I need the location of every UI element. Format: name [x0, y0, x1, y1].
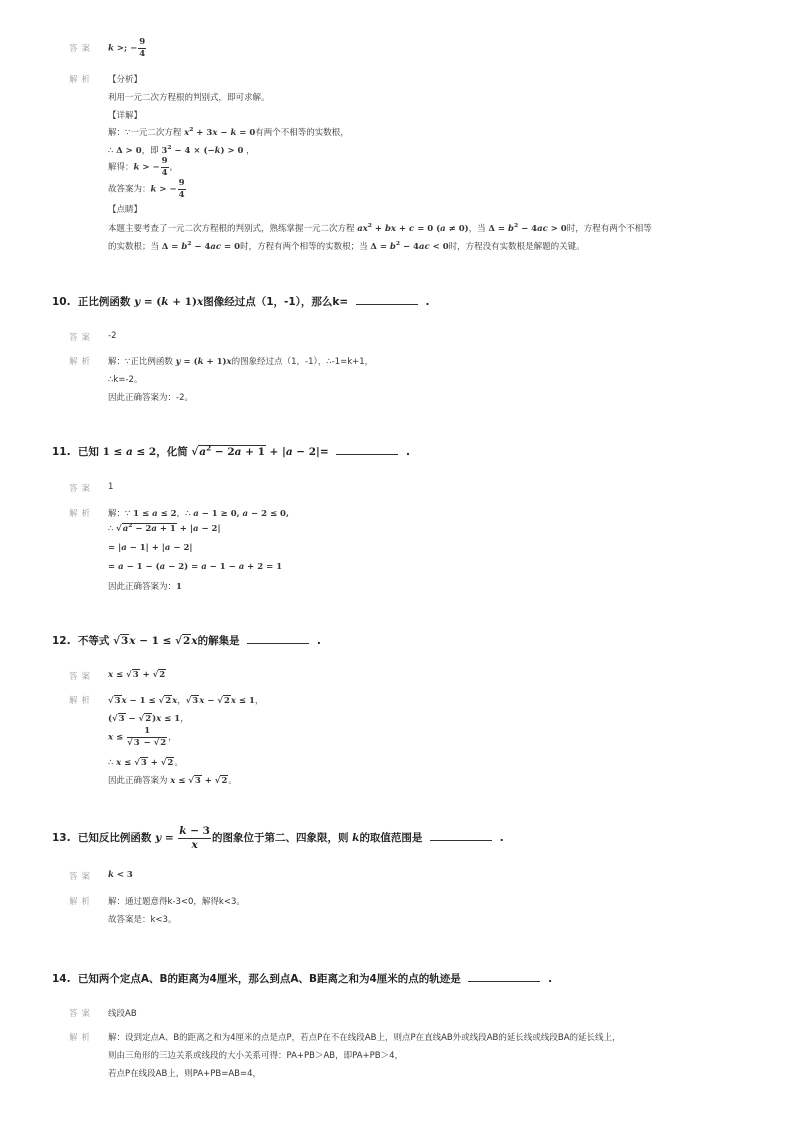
q12-line3: x ≤ $\frac{1}{√3 - √2}$ ，: [108, 726, 177, 748]
q9-line4: 故答案为：k > − $\frac{9}{4}$: [108, 178, 185, 200]
q9-dianjing-text1: 本题主要考查了一元二次方程根的判别式，熟练掌握一元二次方程 $ax^2$ + bx + c = 0 (a ≠ 0)，当 $\Delta = b^2 - 4ac > 0$时，方程有两个不相等: [108, 222, 652, 234]
q12-question-text: 12. 不等式 √3x − 1 ≤ √2x的解集是 .: [52, 635, 321, 647]
q12-line5: 因此正确答案为 x ≤ √3 + √2。: [108, 776, 237, 786]
q10-question-text: 10. 正比例函数 y = (k + 1)x图像经过点（1，-1），那么k= .: [52, 296, 430, 308]
answer-label: 答案: [69, 44, 95, 54]
analysis-label: 解析: [69, 509, 95, 519]
q12-answer: x ≤ √3 + √2: [108, 670, 166, 680]
q13-line2: 故答案是：k<3。: [108, 915, 177, 925]
answer-label: 答案: [69, 672, 95, 682]
q9-dianjing-text2: 的实数根；当 $\Delta = b^2 - 4ac = 0$时，方程有两个相等的实数根；当 $\Delta = b^2 - 4ac < 0$时，方程没有实数根是解题的关键。: [108, 240, 585, 252]
q9-xiangjie-heading: 【详解】: [108, 111, 143, 121]
q14-question-text: 14. 已知两个定点A、B的距离为4厘米，那么到点A、B距离之和为4厘米的点的轨迹是 .: [52, 973, 553, 985]
q13-answer-blank[interactable]: [430, 831, 492, 841]
answer-label: 答案: [69, 484, 95, 494]
q9-line1: 解：∵一元二次方程 $x^2 + 3x - k = 0$有两个不相等的实数根，: [108, 126, 349, 138]
q10-answer-blank[interactable]: [356, 295, 418, 305]
q12-line1: √3x − 1 ≤ √2x，√3x − √2x ≤ 1，: [108, 696, 264, 706]
q13-line1: 解：通过题意得k-3<0，解得k<3。: [108, 897, 245, 907]
q12-line4: ∴ x ≤ √3 + √2。: [108, 758, 183, 768]
answer-label: 答案: [69, 333, 95, 343]
q13-answer: k < 3: [108, 870, 133, 880]
q11-answer: 1: [108, 482, 114, 492]
q11-question-text: 11. 已知 1 ≤ a ≤ 2，化简 $√a^2 - 2a + 1 + |a - 2|=$ .: [52, 443, 410, 458]
q9-line3: 解得：k > − $\frac{9}{4}$ ，: [108, 156, 179, 178]
q12-answer-blank[interactable]: [247, 634, 309, 644]
analysis-label: 解析: [69, 1033, 95, 1043]
q11-line3: = |a − 1| + |a − 2|: [108, 543, 193, 553]
q11-line5: 因此正确答案为：1: [108, 582, 182, 592]
q11-answer-blank[interactable]: [336, 445, 398, 455]
analysis-label: 解析: [69, 357, 95, 367]
q10-answer: -2: [108, 331, 117, 341]
q14-line2: 则由三角形的三边关系或线段的大小关系可得：PA+PB＞AB，即PA+PB＞4，: [108, 1051, 404, 1061]
q9-dianjing-heading: 【点睛】: [108, 205, 143, 215]
q14-line1: 解：设到定点A、B的距离之和为4厘米的点是点P，若点P在不在线段AB上，则点P在直线AB外或线段AB的延长线或线段BA的延长线上，: [108, 1033, 621, 1043]
analysis-label: 解析: [69, 696, 95, 706]
q11-line1: 解：∵ 1 ≤ a ≤ 2，∴ a − 1 ≥ 0, a − 2 ≤ 0,: [108, 509, 289, 519]
q12-line2: (√3 − √2)x ≤ 1，: [108, 714, 189, 724]
q10-line1: 解：∵正比例函数 y = (k + 1)x的图象经过点（1，-1），∴-1=k+1，: [108, 357, 374, 367]
q14-answer: 线段AB: [108, 1009, 137, 1019]
q10-line2: ∴k=-2。: [108, 375, 143, 385]
q11-line2: ∴ $√a^2 - 2a + 1 + |a - 2|$: [108, 522, 221, 534]
q9-fenxi-heading: 【分析】: [108, 75, 143, 85]
answer-label: 答案: [69, 872, 95, 882]
q9-fenxi-text: 利用一元二次方程根的判别式，即可求解。: [108, 93, 270, 103]
q11-line4: = a − 1 − (a − 2) = a − 1 − a + 2 = 1: [108, 562, 283, 572]
analysis-label: 解析: [69, 75, 95, 85]
q10-line3: 因此正确答案为：-2。: [108, 393, 193, 403]
q14-line3: 若点P在线段AB上，则PA+PB=AB=4，: [108, 1069, 262, 1079]
q13-question-text: 13. 已知反比例函数 y = $\frac{k - 3}{x}$ 的图象位于第二、四象限，则 k的取值范围是 .: [52, 825, 504, 851]
q9-answer: k >; − $\frac{9}{4}$: [108, 37, 146, 59]
q14-answer-blank[interactable]: [468, 972, 540, 982]
answer-label: 答案: [69, 1009, 95, 1019]
analysis-label: 解析: [69, 897, 95, 907]
q9-line2: ∴ Δ > 0，即 $3^2 - 4 \times (-k) > 0$ ，: [108, 144, 255, 156]
